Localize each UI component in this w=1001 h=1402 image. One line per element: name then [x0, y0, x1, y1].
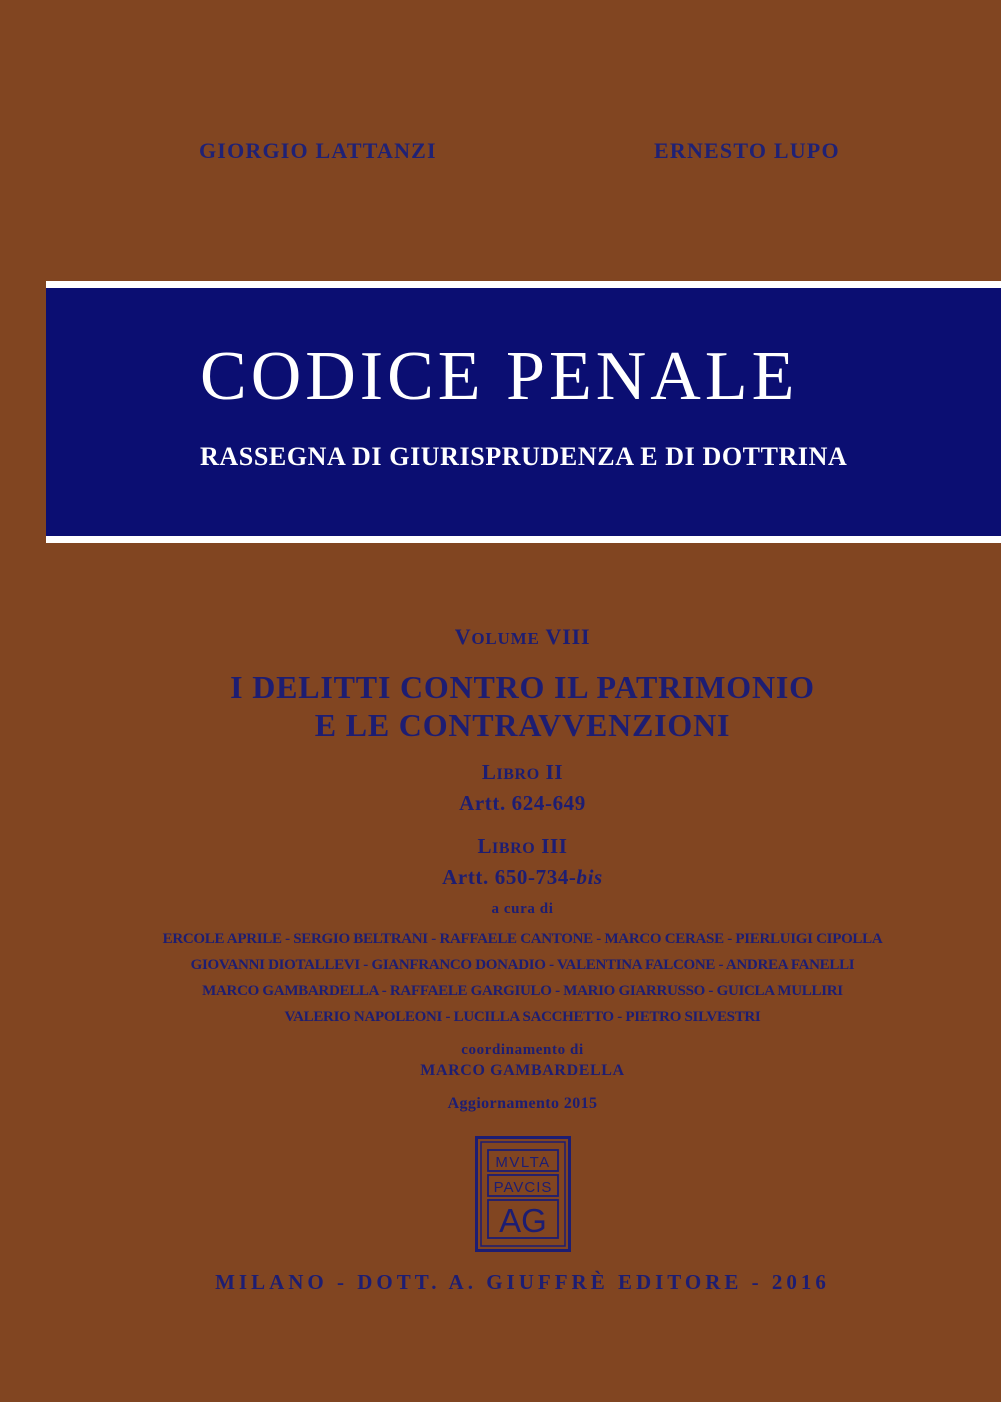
curators-line: ERCOLE APRILE - SERGIO BELTRANI - RAFFAELE CANTONE - MARCO CERASE - PIERLUIGI CIPOLLA — [162, 931, 883, 947]
libro-iii-rest: IBRO — [492, 840, 536, 857]
libro-ii-initial: L — [481, 760, 497, 784]
libro-ii-articles: Artt. 624-649 — [459, 791, 586, 815]
volume-word-rest: OLUME — [471, 629, 540, 648]
libro-ii-heading — [22, 758, 1001, 789]
curators-line: MARCO GAMBARDELLA - RAFFAELE GARGIULO - MARIO GIARRUSSO - GUICLA MULLIRI — [202, 983, 843, 999]
coordination-label: coordinamento di — [461, 1042, 584, 1058]
publisher-logo — [475, 1136, 571, 1252]
libro-iii-articles-prefix: Artt. 650-734- — [442, 865, 577, 889]
coordination-name: MARCO GAMBARDELLA — [420, 1062, 625, 1079]
main-title: CODICE PENALE — [200, 338, 799, 415]
volume-word-initial: V — [454, 624, 472, 649]
curators-line: GIOVANNI DIOTALLEVI - GIANFRANCO DONADIO - VALENTINA FALCONE - ANDREA FANELLI — [190, 957, 855, 973]
libro-ii-number: II — [545, 760, 564, 784]
libro-iii-articles-suffix: bis — [576, 865, 603, 889]
work-title-line-1: I DELITTI CONTRO IL PATRIMONIO — [230, 669, 815, 705]
volume-number: VIII — [545, 624, 591, 649]
curators-line: VALERIO NAPOLEONI - LUCILLA SACCHETTO - PIETRO SILVESTRI — [284, 1009, 761, 1025]
banner-bottom-rule — [46, 536, 1001, 543]
libro-iii-number: III — [541, 834, 568, 858]
libro-iii-heading — [22, 832, 1001, 863]
work-title-line-2: E LE CONTRAVVENZIONI — [314, 707, 731, 743]
libro-iii — [22, 832, 1001, 891]
volume-label — [22, 624, 1001, 650]
libro-ii — [22, 758, 1001, 817]
publisher-line: MILANO - DOTT. A. GIUFFRÈ EDITORE - 2016 — [215, 1270, 830, 1294]
banner-top-rule — [46, 281, 1001, 288]
libro-iii-initial: L — [477, 834, 493, 858]
logo-monogram: AG — [499, 1202, 547, 1239]
author-left: GIORGIO LATTANZI — [199, 138, 437, 163]
work-title — [22, 668, 1001, 744]
author-right: ERNESTO LUPO — [654, 138, 840, 163]
authors — [0, 138, 1001, 170]
curators-list — [22, 926, 1001, 1030]
libro-ii-rest: IBRO — [496, 766, 540, 783]
logo-text-1: MVLTA — [495, 1154, 551, 1171]
update-note: Aggiornamento 2015 — [447, 1095, 598, 1112]
subtitle: RASSEGNA DI GIURISPRUDENZA E DI DOTTRINA — [200, 442, 848, 471]
libro-iii-articles — [22, 863, 1001, 891]
logo-text-2: PAVCIS — [493, 1179, 553, 1196]
curators-label: a cura di — [491, 901, 554, 917]
